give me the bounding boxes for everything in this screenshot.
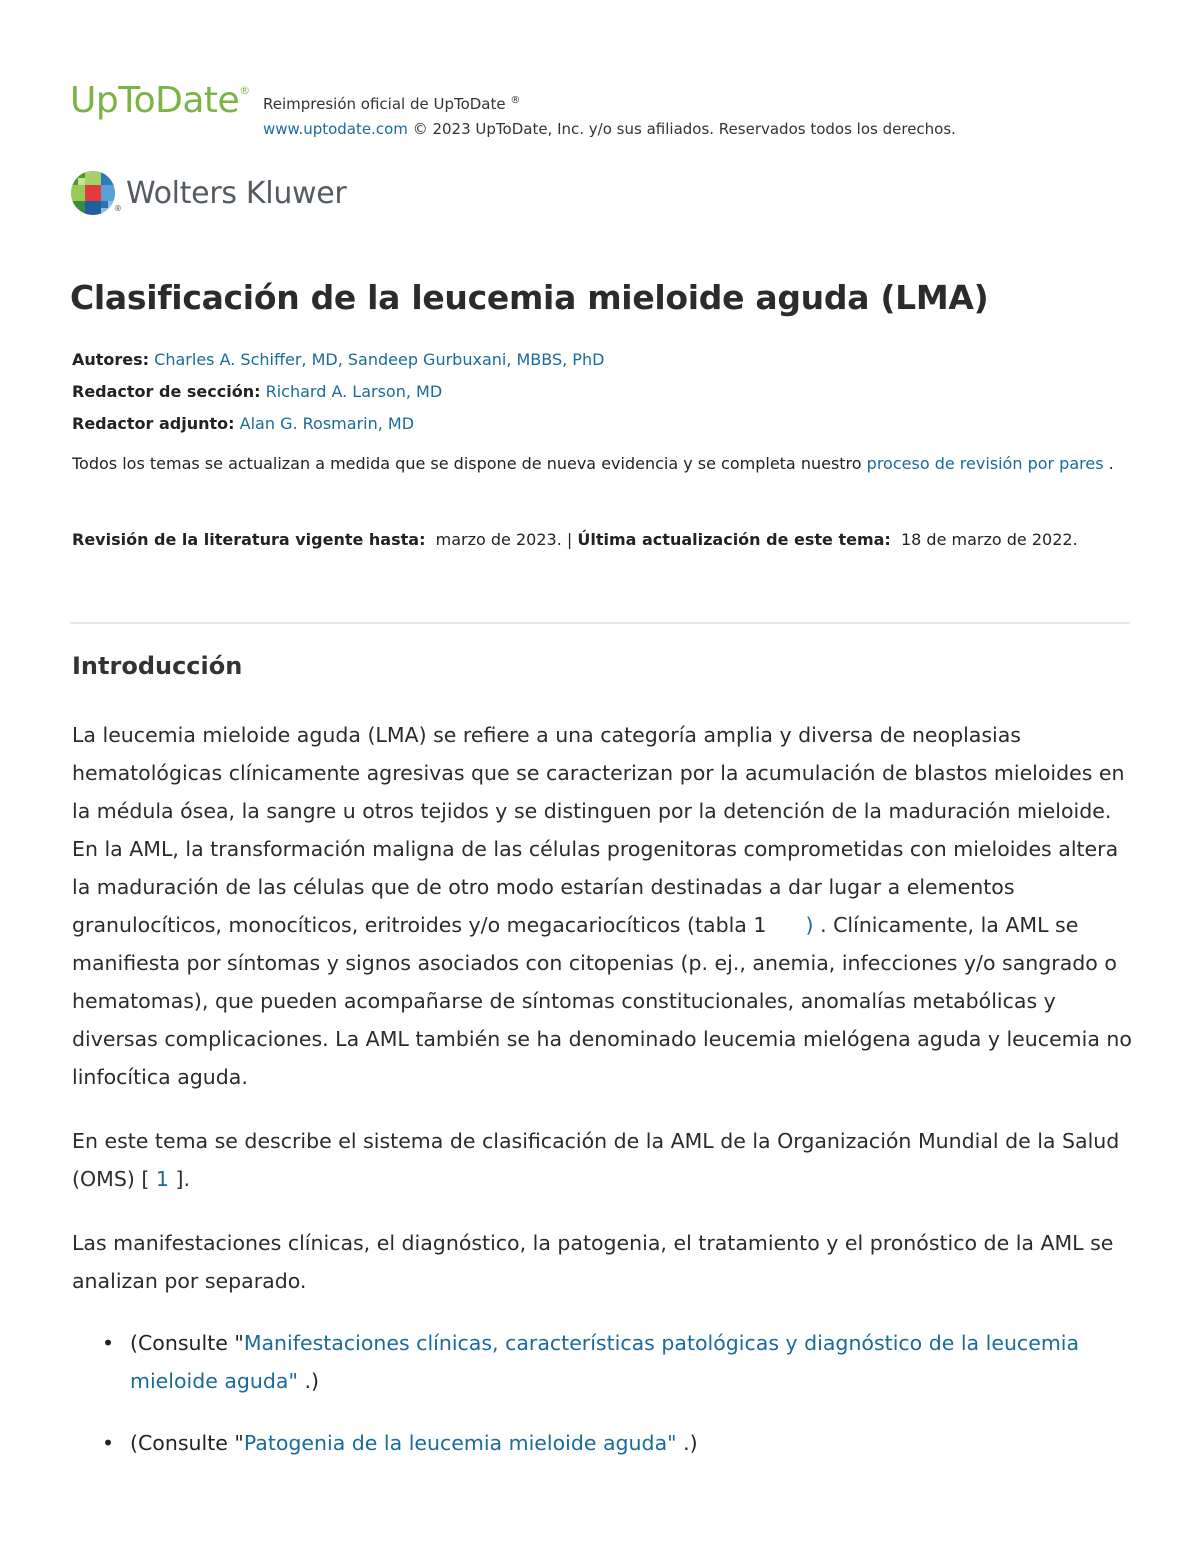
bullet-icon: • xyxy=(102,1431,115,1455)
section-heading-introduction: Introducción xyxy=(72,652,243,680)
last-updated-label: Última actualización de este tema: xyxy=(577,530,891,549)
deputy-editor-row: Redactor adjunto: Alan G. Rosmarin, MD xyxy=(72,414,415,433)
wolters-kluwer-logo: ® Wolters Kluwer xyxy=(70,170,390,220)
section-editor-link[interactable]: Richard A. Larson, MD xyxy=(265,382,443,401)
authors-link[interactable]: Charles A. Schiffer, MD, Sandeep Gurbuxani, MBBS, PhD xyxy=(154,350,605,369)
uptodate-website-link[interactable]: www.uptodate.com xyxy=(263,120,408,138)
reprint-line: Reimpresión oficial de UpToDate xyxy=(263,95,506,113)
reference-1-link[interactable]: 1 xyxy=(155,1167,169,1191)
list-item: • (Consulte "Manifestaciones clínicas, características patológicas y diagnóstico de la leucemia mieloide aguda" .) xyxy=(72,1324,1132,1400)
authors-row: Autores: Charles A. Schiffer, MD, Sandeep Gurbuxani, MBBS, PhD xyxy=(72,350,605,369)
clinical-manifestations-link[interactable]: Manifestaciones clínicas, características patológicas y diagnóstico de la leucemia mieloide aguda" xyxy=(130,1331,1080,1393)
reprint-header xyxy=(70,78,1130,138)
intro-paragraph-1: La leucemia mieloide aguda (LMA) se refiere a una categoría amplia y diversa de neoplasias hematológicas clínicamente agresivas que se caracterizan por la acumulación de blastos mieloides en la médula ósea, la sangre u otros tejidos y se distinguen por la detención de la maduración mieloide. En la AML, la transformación maligna de las células progenitoras comprometidas con mieloides altera la maduración de las células que de otro modo estarían destinadas a dar lugar a elementos granulocíticos, monocíticos, eritroides y/o megacariocíticos (tabla 1 ) . Clínicamente, la AML se manifiesta por síntomas y signos asociados con citopenias (p. ej., anemia, infecciones y/o sangrado o hematomas), que pueden acompañarse de síntomas constitucionales, anomalías metabólicas y diversas complicaciones. La AML también se ha denominado leucemia mielógena aguda y leucemia no linfocítica aguda. xyxy=(72,723,1132,1089)
wolters-kluwer-globe-icon xyxy=(70,170,116,216)
page-title: Clasificación de la leucemia mieloide aguda (LMA) xyxy=(70,278,989,317)
intro-paragraph-2: En este tema se describe el sistema de clasificación de la AML de la Organización Mundial de la Salud (OMS) [ 1 ]. xyxy=(72,1129,1120,1191)
list-item: • (Consulte "Patogenia de la leucemia mieloide aguda" .) xyxy=(72,1424,1132,1462)
pathogenesis-link[interactable]: Patogenia de la leucemia mieloide aguda" xyxy=(243,1431,677,1455)
intro-paragraph-3: Las manifestaciones clínicas, el diagnóstico, la patogenia, el tratamiento y el pronóstico de la AML se analizan por separado. xyxy=(72,1231,1114,1293)
update-note: Todos los temas se actualizan a medida que se dispone de nueva evidencia y se completa nuestro proceso de revisión por pares . xyxy=(72,454,1114,473)
uptodate-logo: UpToDate® xyxy=(70,80,250,121)
review-dates: Revisión de la literatura vigente hasta: marzo de 2023. | Última actualización de este tema: 18 de marzo de 2022. xyxy=(72,530,1078,549)
wolters-kluwer-wordmark: Wolters Kluwer xyxy=(126,176,347,211)
bullet-icon: • xyxy=(102,1331,115,1355)
deputy-editor-link[interactable]: Alan G. Rosmarin, MD xyxy=(239,414,415,433)
lit-review-value: marzo de 2023. xyxy=(435,530,562,549)
reprint-notice: Reimpresión oficial de UpToDate ® www.uptodate.com © 2023 UpToDate, Inc. y/o sus afiliados. Reservados todos los derechos. xyxy=(263,95,956,138)
peer-review-link[interactable]: proceso de revisión por pares xyxy=(866,454,1104,473)
contributors xyxy=(72,344,1132,440)
divider xyxy=(70,622,1130,624)
section-editor-row: Redactor de sección: Richard A. Larson, MD xyxy=(72,382,443,401)
copyright-text: © 2023 UpToDate, Inc. y/o sus afiliados. Reservados todos los derechos. xyxy=(412,120,956,138)
table-1-link[interactable]: ) xyxy=(805,913,814,937)
see-also-list xyxy=(72,1324,1132,1486)
last-updated-value: 18 de marzo de 2022. xyxy=(900,530,1078,549)
lit-review-label: Revisión de la literatura vigente hasta: xyxy=(72,530,426,549)
